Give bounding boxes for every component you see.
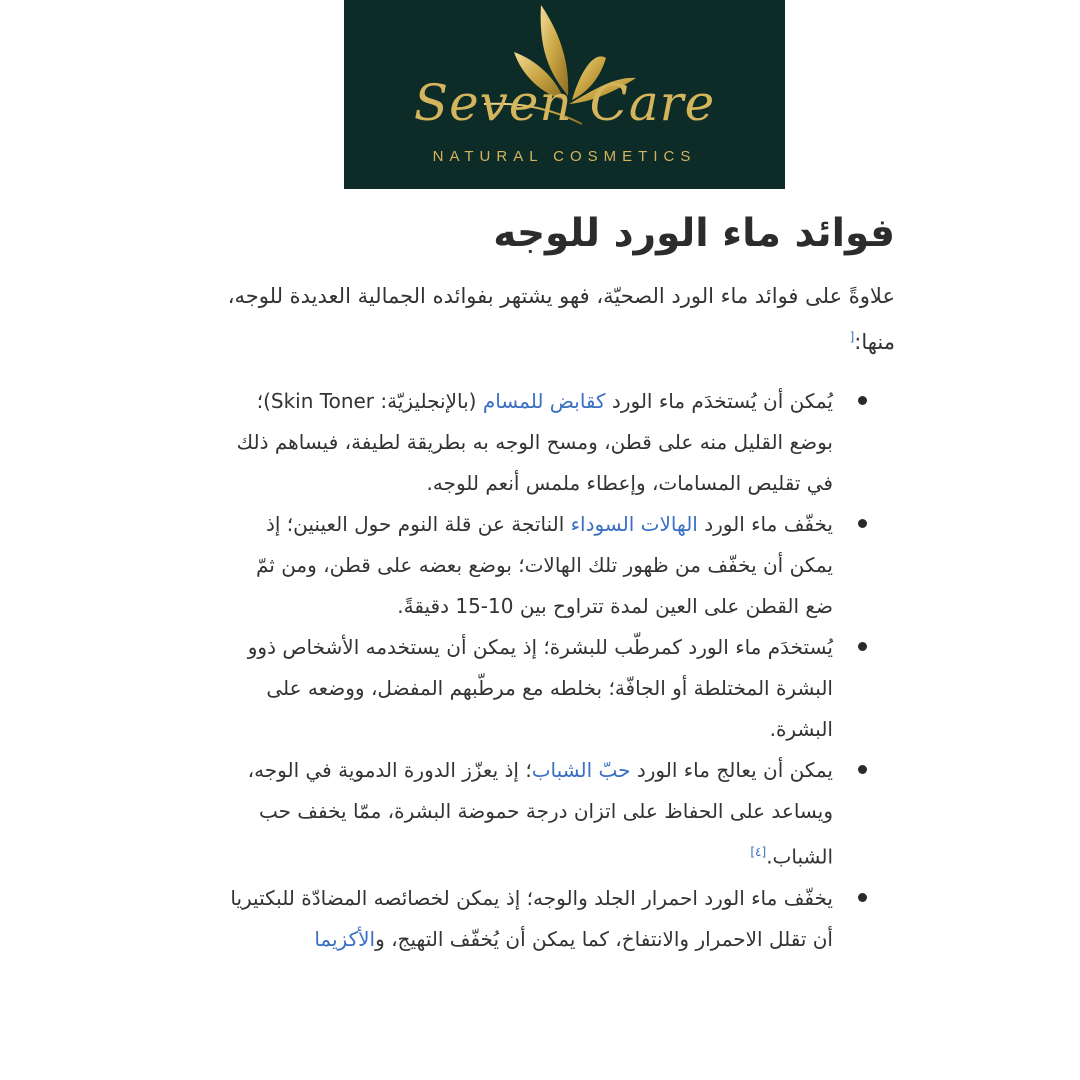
brand-name-logo: Seven Care — [413, 74, 716, 132]
item-text: يُستخدَم ماء الورد كمرطّب للبشرة؛ إذ يمكن أن يستخدمه الأشخاص ذوو البشرة المختلطة أو الجافّة؛ بخلطه مع مرطّبهم المفضل، ووضعه على البشرة. — [247, 635, 833, 741]
item-text: يمكن أن يعالج ماء الورد — [630, 758, 833, 782]
bullet-icon — [858, 396, 867, 405]
link-eczema[interactable]: الأكزيما — [314, 926, 376, 951]
bullet-icon — [858, 765, 867, 774]
item-text: يُمكن أن يُستخدَم ماء الورد — [605, 389, 833, 413]
bullet-icon — [858, 519, 867, 528]
item-text: الناتجة عن قلة النوم حول العينين؛ إذ يمكن أن يخفّف من ظهور تلك الهالات؛ بوضع بعضه على قطن، ومن ثمّ ضع القطن على العين لمدة تتراوح بين 10-15 دقيقةً. — [255, 512, 833, 618]
link-acne[interactable]: حبّ الشباب — [531, 758, 631, 782]
list-item — [225, 750, 833, 878]
item-text: يخفّف ماء الورد — [697, 512, 833, 536]
bullet-icon — [858, 893, 867, 902]
link-pore-tightener[interactable]: كقابض للمسام — [482, 389, 606, 413]
list-item — [225, 381, 833, 504]
list-item — [225, 627, 833, 750]
bullet-icon — [858, 642, 867, 651]
citation-link[interactable]: [ — [849, 330, 855, 344]
item-text: يخفّف ماء الورد احمرار الجلد والوجه؛ إذ يمكن لخصائصه المضادّة للبكتيريا أن تقلل الاحمرار والانتفاخ، كما يمكن أن يُخفّف التهيج، و — [230, 885, 833, 951]
article-content — [225, 196, 895, 960]
page-title: فوائد ماء الورد للوجه — [493, 211, 895, 256]
intro-text: علاوةً على فوائد ماء الورد الصحيّة، فهو يشتهر بفوائده الجمالية العديدة للوجه، منها: — [227, 284, 895, 354]
brand-logo-banner — [344, 0, 785, 189]
intro-paragraph — [225, 276, 895, 363]
item-text: (بالإنجليزيّة: Skin Toner)؛ بوضع القليل منه على قطن، ومسح الوجه به بطريقة لطيفة، فيساهم ذلك في تقليص المسامات، وإعطاء ملمس أنعم للوجه. — [236, 389, 833, 495]
brand-tagline: NATURAL COSMETICS — [432, 148, 697, 165]
item-text: ؛ إذ يعزّز الدورة الدموية في الوجه، ويساعد على الحفاظ على اتزان درجة حموضة البشرة، ممّا يخفف حب الشباب. — [247, 758, 833, 869]
list-item — [225, 878, 833, 960]
citation-link[interactable]: [٤] — [750, 845, 767, 859]
benefits-list — [225, 381, 895, 960]
list-item — [225, 504, 833, 627]
link-dark-circles[interactable]: الهالات السوداء — [570, 512, 698, 536]
